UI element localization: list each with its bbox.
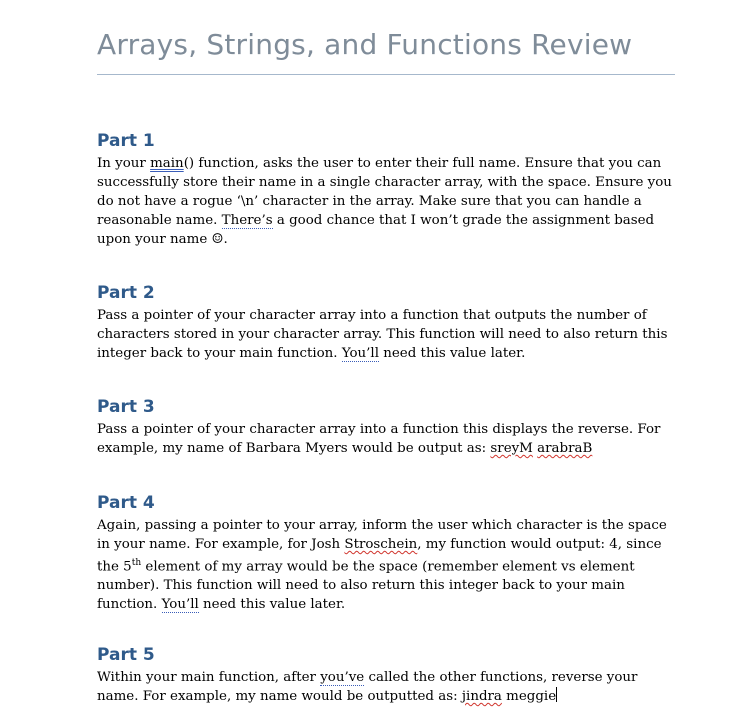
part-1-text[interactable]: In your main() function, asks the user to enter their full name. Ensure that you can successfully store their name in a single character array, with the space. Ensure you do not have a rogue ‘\n’ character in the array. Make sure that you can handle a reasonable name. There’s a good chance that I won’t grade the assignment based upon your name ☺.: [97, 156, 672, 247]
grammar-flag-youll-2[interactable]: You’ll: [161, 597, 199, 613]
grammar-flag-youll[interactable]: You’ll: [341, 346, 379, 361]
text-cursor: [556, 687, 557, 702]
document-title: Arrays, Strings, and Functions Review: [97, 28, 633, 61]
part-2-heading: Part 2: [97, 283, 155, 303]
main-link-word[interactable]: main: [150, 156, 184, 171]
section-part-5: [97, 644, 677, 706]
section-part-4: [97, 492, 677, 614]
title-underline: [97, 74, 675, 75]
part-5-text[interactable]: Within your main function, after you’ve called the other functions, reverse your name. For example, my name would be outputted as: jindra meggie: [97, 670, 638, 704]
spelling-flag-stroschein[interactable]: Stroschein: [344, 537, 418, 552]
part-5-heading: Part 5: [97, 645, 155, 665]
section-part-3: [97, 396, 677, 458]
superscript-th: th: [131, 558, 142, 568]
spelling-flag-arabrab[interactable]: arabraB: [537, 441, 593, 456]
part-4-text[interactable]: Again, passing a pointer to your array, inform the user which character is the space in your name. For example, for Josh Stroschein, my function would output: 4, since the 5th element of my array would be the space (remember element vs element number). This function will need to also return this integer back to your main function. You’ll need this value later.: [97, 518, 667, 613]
part-3-text[interactable]: Pass a pointer of your character array into a function this displays the reverse. For example, my name of Barbara Myers would be output as: sreyM arabraB: [97, 422, 661, 456]
part-4-heading: Part 4: [97, 493, 155, 513]
part-2-text[interactable]: Pass a pointer of your character array into a function that outputs the number of characters stored in your character array. This function will need to also return this integer back to your main function. You’ll need this value later.: [97, 308, 668, 361]
section-part-1: [97, 130, 677, 249]
grammar-flag-theres[interactable]: There’s: [221, 213, 273, 228]
spelling-flag-jindra[interactable]: jindra: [461, 689, 502, 704]
section-part-2: [97, 282, 677, 363]
grammar-flag-youve[interactable]: you’ve: [320, 670, 365, 685]
part-3-heading: Part 3: [97, 397, 155, 417]
part-1-heading: Part 1: [97, 131, 155, 151]
spelling-flag-sreym[interactable]: sreyM: [490, 441, 533, 456]
